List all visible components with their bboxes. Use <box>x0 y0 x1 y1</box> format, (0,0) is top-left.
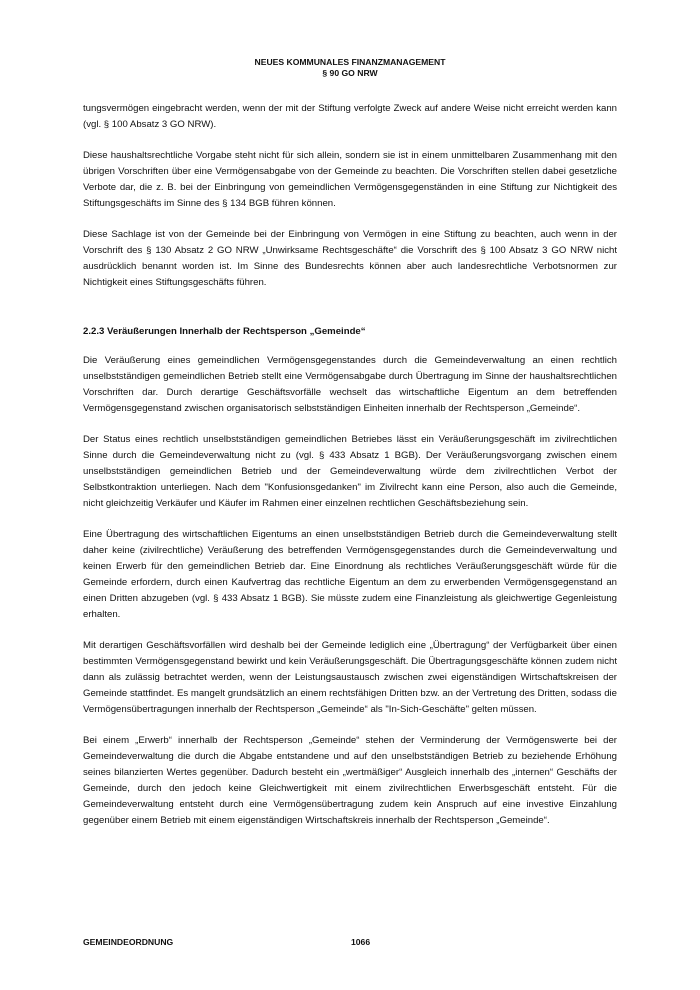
header-section-ref: § 90 GO NRW <box>322 68 378 78</box>
page-footer <box>83 937 617 951</box>
paragraph: tungsvermögen eingebracht werden, wenn der mit der Stiftung verfolgte Zweck auf andere Weise nicht erreicht werden kann (vgl. § 100 Absatz 3 GO NRW). <box>83 103 617 130</box>
footer-label: GEMEINDEORDNUNG <box>83 937 174 947</box>
page-header <box>0 57 700 79</box>
header-title: NEUES KOMMUNALES FINANZMANAGEMENT <box>254 57 446 67</box>
paragraph: Der Status eines rechtlich unselbstständigen gemeindlichen Betriebes lässt ein Veräußerungsgeschäft im zivilrechtlichen Sinne durch die Gemeindeverwaltung nicht zu (vgl. § 433 Absatz 1 BGB). Der Veräußerungsvorgang zwischen einem unselbstständigen gemeindlichen Betrieb und der Gemeindeverwaltung würde dem zivilrechtlichen Verbot der Selbstkontraktion unterliegen. Nach dem "Konfusionsgedanken" im Zivilrecht kann eine Person, also auch die Gemeinde, nicht gleichzeitig Verkäufer und Käufer im Rahmen einer einzelnen rechtlichen Geschäftsbeziehung sein. <box>83 434 617 509</box>
paragraph: Mit derartigen Geschäftsvorfällen wird deshalb bei der Gemeinde lediglich eine „Übertragung“ der Verfügbarkeit über einen bestimmten Vermögensgegenstand bewirkt und kein Veräußerungsgeschäft. Die Übertragungsgeschäfte können zudem nicht dann als zulässig betrachtet werden, wenn der Leistungsaustausch zwischen zwei eigenständigen Wirtschaftskreisen der Gemeinde stattfindet. Es mangelt grundsätzlich an einem rechtsfähigen Dritten bzw. an der Vertretung des Dritten, sodass die Vermögensübertragungen innerhalb der Rechtsperson „Gemeinde“ als "In-Sich-Geschäfte" gelten müssen. <box>83 640 617 715</box>
paragraph: Diese haushaltsrechtliche Vorgabe steht nicht für sich allein, sondern sie ist in einem unmittelbaren Zusammenhang mit den übrigen Vorschriften über eine Vermögensabgabe von der Gemeinde zu beachten. Die Vorschriften stellen dabei gesetzliche Verbote dar, die z. B. bei der Einbringung von gemeindlichen Vermögensgegenständen in eine Stiftung zur Nichtigkeit des Stiftungsgeschäfts im Sinne des § 134 BGB führen können. <box>83 150 617 209</box>
page-number: 1066 <box>351 937 371 947</box>
paragraph: Bei einem „Erwerb“ innerhalb der Rechtsperson „Gemeinde“ stehen der Verminderung der Vermögenswerte bei der Gemeindeverwaltung die durch die Abgabe entstandene und auf den unselbstständigen Betrieb zu beziehende Erhöhung seines bilanzierten Wertes gegenüber. Dadurch besteht ein „wertmäßiger“ Ausgleich innerhalb des „internen“ Geschäfts der Gemeinde, durch den jedoch keine Gleichwertigkeit mit einem zivilrechtlichen Erwerbsgeschäft entsteht. Für die Gemeindeverwaltung entsteht durch eine Vermögensübertragung zudem kein Anspruch auf eine investive Einzahlung gegenüber einem Betrieb mit einem eigenständigen Wirtschaftskreis innerhalb der Rechtsperson „Gemeinde“. <box>83 735 617 826</box>
paragraph: Diese Sachlage ist von der Gemeinde bei der Einbringung von Vermögen in eine Stiftung zu beachten, auch wenn in der Vorschrift des § 130 Absatz 2 GO NRW „Unwirksame Rechtsgeschäfte“ die Vorschrift des § 100 Absatz 3 GO NRW nicht ausdrücklich benannt worden ist. Im Sinne des Bundesrechts können aber auch landesrechtliche Verbotsnormen zur Nichtigkeit eines Stiftungsgeschäfts führen. <box>83 229 617 288</box>
section-heading: 2.2.3 Veräußerungen Innerhalb der Rechtsperson „Gemeinde“ <box>83 326 366 337</box>
paragraph: Eine Übertragung des wirtschaftlichen Eigentums an einen unselbstständigen Betrieb durch die Gemeindeverwaltung stellt daher keine (zivilrechtliche) Veräußerung des betreffenden Vermögensgegenstandes durch die Gemeindeverwaltung und keinen Erwerb für den gemeindlichen Betrieb dar. Eine Einordnung als rechtliches Veräußerungsgeschäft würde für die Gemeinde erfordern, durch einen Kaufvertrag das rechtliche Eigentum an dem zu erwerbenden Vermögensgegenstand an einen Dritten abzugeben (vgl. § 433 Absatz 1 BGB). Sie müsste zudem eine Finanzleistung als gleichwertige Gegenleistung erhalten. <box>83 529 617 620</box>
document-body <box>83 101 617 844</box>
paragraph: Die Veräußerung eines gemeindlichen Vermögensgegenstandes durch die Gemeindeverwaltung an einen rechtlich unselbstständigen gemeindlichen Betrieb stellt eine Vermögensabgabe durch Übertragung im Sinne der haushaltsrechtlichen Vorschriften dar. Durch derartige Geschäftsvorfälle wechselt das wirtschaftliche Eigentum an dem betreffenden Vermögensgegenstand zwischen organisatorisch selbstständigen Einheiten innerhalb der Rechtsperson „Gemeinde“. <box>83 355 617 414</box>
